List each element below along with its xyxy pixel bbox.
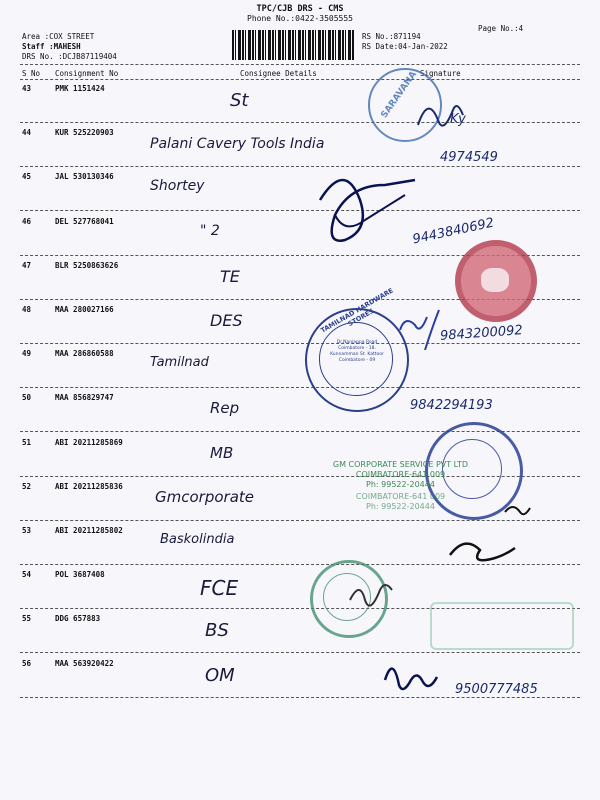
tamilnad-stamp-text: TAMILNAD HARDWARE STORES [319, 286, 395, 335]
gm-stamp-line2: COIMBATORE-641 009 [355, 470, 446, 479]
row-sno: 53 [22, 526, 32, 535]
row-consignment-number: ABI 20211285836 [55, 481, 123, 491]
col-consignment: Consignment No [55, 69, 119, 78]
row-consignment-number: PMK 1151424 [55, 84, 105, 93]
gm-stamp-line3: Ph: 99522-20444 [366, 480, 435, 489]
col-consignee: Consignee Details [240, 69, 317, 78]
drs-number: DRS No. :DCJB87119404 [22, 52, 117, 61]
row-consignment-number: MAA 856829747 [55, 393, 114, 403]
row-consignee-handwriting: St [230, 90, 249, 111]
row-consignment-number: MAA 280027166 [55, 305, 114, 314]
gm-stamp-line1: GM CORPORATE SERVICE PVT LTD [332, 460, 469, 469]
col-signature: Signature [420, 69, 461, 78]
row-consignee-handwriting: DES [210, 311, 243, 330]
row-consignment-number: ABI 20211285802 [55, 526, 123, 535]
row-consignee-handwriting: Gmcorporate [155, 487, 254, 506]
signature-49 [425, 310, 439, 350]
staff-label: Staff :MAHESH [22, 42, 81, 51]
signature-52 [505, 507, 530, 514]
row-consignee-handwriting: " 2 [200, 222, 220, 239]
signature-43 [418, 106, 463, 126]
row-sno: 46 [22, 216, 32, 226]
drs-title: TPC/CJB DRS - CMS [256, 4, 344, 14]
row-signature-phone: 9842294193 [410, 398, 493, 413]
row-consignment-number: DDG 657883 [55, 614, 101, 624]
phone-number: Phone No.:0422-3505555 [247, 14, 353, 23]
row-consignee-handwriting: BS [205, 620, 229, 642]
signature-53 [450, 544, 515, 561]
row-consignment-number: ABI 20211285869 [55, 437, 123, 447]
row-signature-phone: 4974549 [440, 150, 498, 165]
row-consignee-handwriting: Tamilnad [150, 355, 209, 371]
row-consignee-handwriting: TE [220, 266, 240, 286]
row-sno: 45 [22, 172, 32, 182]
row-consignee-handwriting: MB [210, 443, 234, 462]
row-sno: 55 [22, 614, 32, 624]
row-sno: 50 [22, 393, 32, 403]
col-sno: S No [22, 69, 41, 78]
row-consignee-handwriting: FCE [200, 576, 239, 601]
row-consignment-number: JAL 530130346 [55, 172, 114, 182]
page-number: Page No.:4 [478, 24, 524, 33]
row-sno: 43 [22, 84, 32, 93]
row-consignee-handwriting: Shortey [150, 178, 205, 195]
row-signature-phone: Ky [450, 112, 466, 127]
row-sno: 44 [22, 128, 32, 138]
row-sno: 51 [22, 437, 32, 447]
row-sno: 49 [22, 349, 32, 359]
row-consignment-number: DEL 527768041 [55, 216, 114, 226]
rs-number: RS No.:871194 [362, 32, 421, 41]
signature-48 [400, 317, 427, 330]
row-consignment-number: MAA 563920422 [55, 658, 114, 668]
rs-date: RS Date:04-Jan-2022 [362, 42, 448, 51]
signature-54 [350, 585, 392, 606]
row-sno: 56 [22, 658, 32, 668]
row-sno: 48 [22, 305, 32, 314]
row-consignment-number: KUR 525220903 [55, 128, 114, 138]
row-signature-phone: 9443840692 [411, 215, 496, 248]
row-consignment-number: POL 3687408 [55, 570, 105, 580]
gm-stamp-line3-repeat: Ph: 99522-20444 [366, 502, 435, 511]
signature-56 [385, 669, 437, 689]
row-consignee-handwriting: Palani Cavery Tools India [150, 136, 325, 153]
row-sno: 52 [22, 481, 32, 491]
row-signature-phone: 9500777485 [455, 682, 538, 697]
gm-stamp-line2-repeat: COIMBATORE-641 009 [355, 492, 446, 501]
row-consignment-number: BLR 5250863626 [55, 260, 119, 270]
row-sno: 54 [22, 570, 32, 580]
row-consignee-handwriting: Baskolindia [160, 532, 235, 547]
row-consignee-handwriting: OM [205, 664, 235, 686]
saravana-stamp-text: SARAVANA [379, 69, 420, 121]
row-signature-phone: 9843200092 [439, 323, 524, 344]
row-consignee-handwriting: Rep [210, 399, 240, 418]
row-sno: 47 [22, 260, 32, 270]
row-consignment-number: MAA 286860588 [55, 349, 114, 359]
signature-45 [320, 180, 415, 241]
area-label: Area :COX STREET [22, 32, 95, 41]
tamilnad-stamp-address: Dr.Nanjappa Road Coimbatore - 18. Kunnamman St. Kattoor Coimbatore - 09 [330, 340, 384, 363]
